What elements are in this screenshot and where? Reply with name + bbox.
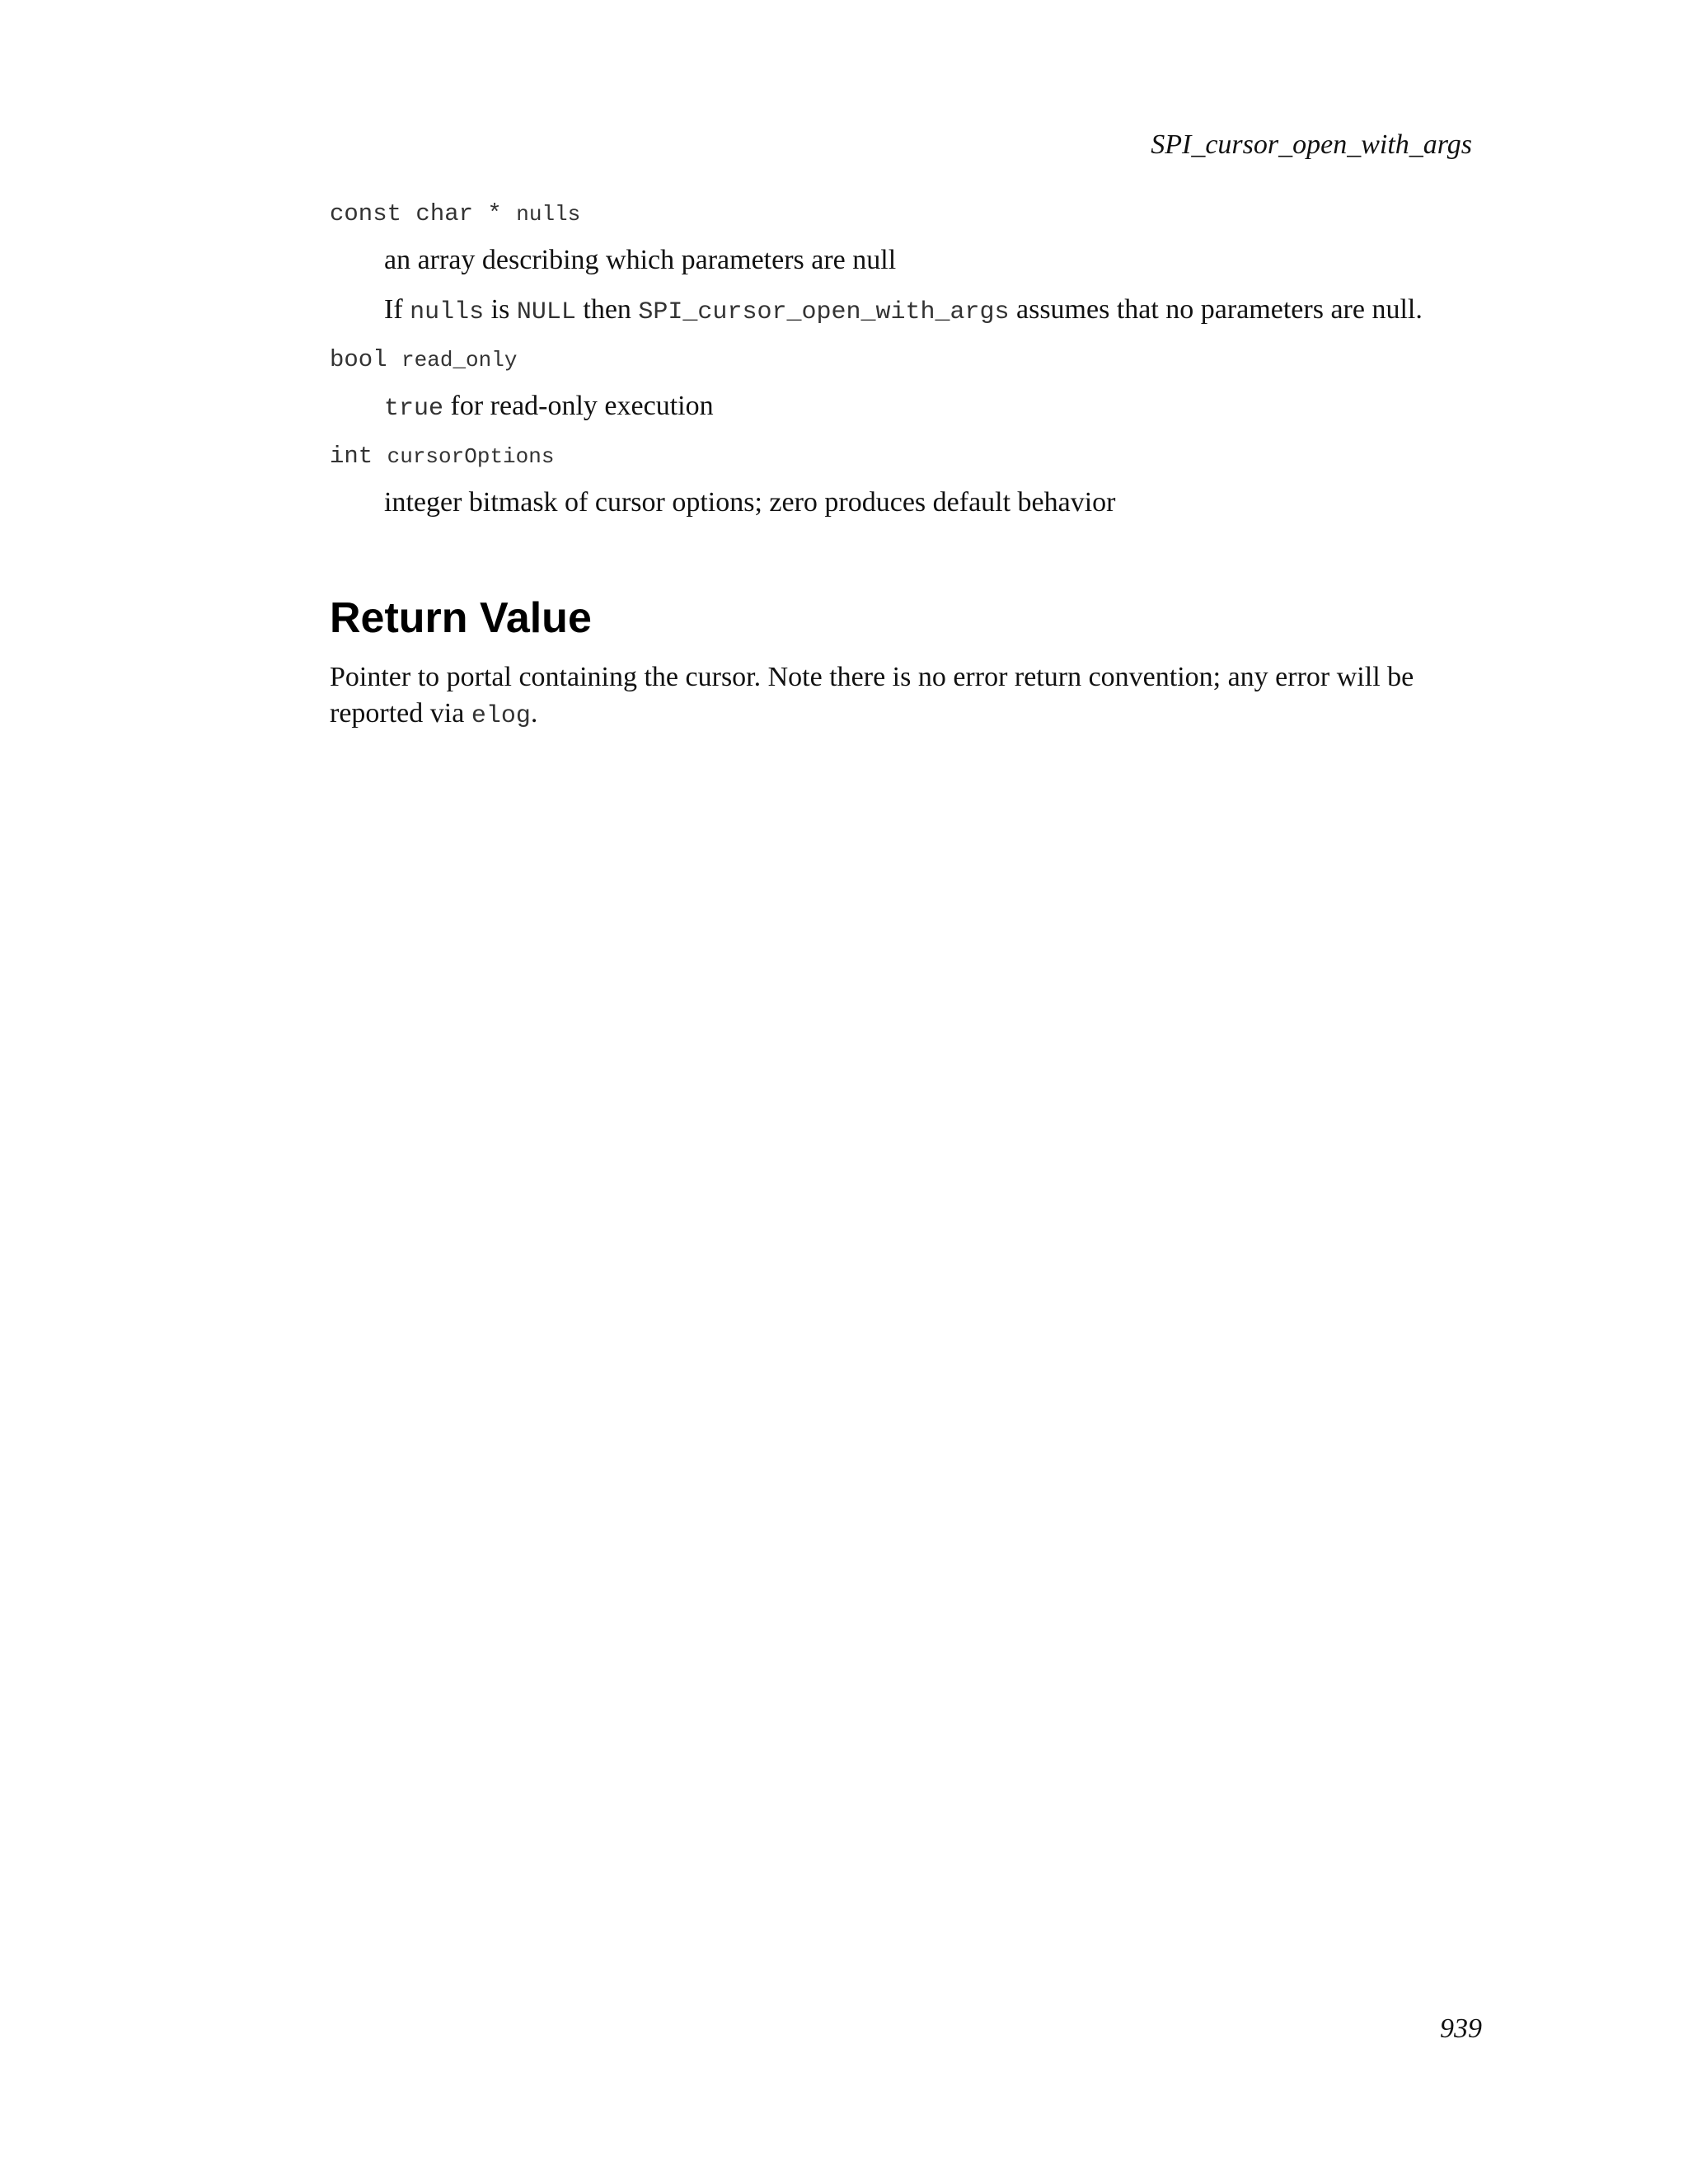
inline-code: true [384, 395, 444, 423]
text-fragment: then [575, 294, 639, 325]
text-fragment: for read-only execution [443, 391, 714, 421]
text-fragment: Pointer to portal containing the cursor. Note there is no error return convention; any error will be reported via [330, 662, 1414, 729]
param-name: nulls [516, 202, 581, 227]
page-content [330, 198, 1484, 734]
param-type: const char * [330, 200, 502, 227]
param-signature-nulls [330, 198, 1484, 231]
text-fragment: If [384, 294, 410, 325]
param-description-cursor-options: integer bitmask of cursor options; zero produces default behavior [384, 487, 1116, 518]
inline-code: SPI_cursor_open_with_args [638, 298, 1010, 326]
param-name: cursorOptions [387, 444, 555, 469]
param-signature-cursor-options [330, 440, 1484, 473]
param-signature-read-only [330, 344, 1484, 377]
page-number: 939 [1440, 2013, 1482, 2044]
running-header: SPI_cursor_open_with_args [1151, 129, 1472, 160]
inline-code: nulls [410, 298, 485, 326]
text-fragment: assumes that no parameters are null. [1009, 294, 1423, 325]
param-type: bool [330, 346, 387, 373]
text-fragment: is [484, 294, 517, 325]
param-description-nulls: an array describing which parameters are null [384, 245, 897, 275]
text-fragment: . [530, 698, 538, 729]
param-name: read_only [401, 348, 518, 373]
return-value-paragraph [330, 659, 1484, 734]
param-description-nulls-detail [330, 290, 1484, 332]
param-description-read-only [330, 387, 1484, 429]
inline-code: NULL [516, 298, 576, 326]
inline-code: elog [471, 702, 531, 730]
param-type: int [330, 443, 373, 470]
section-title-return-value: Return Value [330, 594, 592, 642]
